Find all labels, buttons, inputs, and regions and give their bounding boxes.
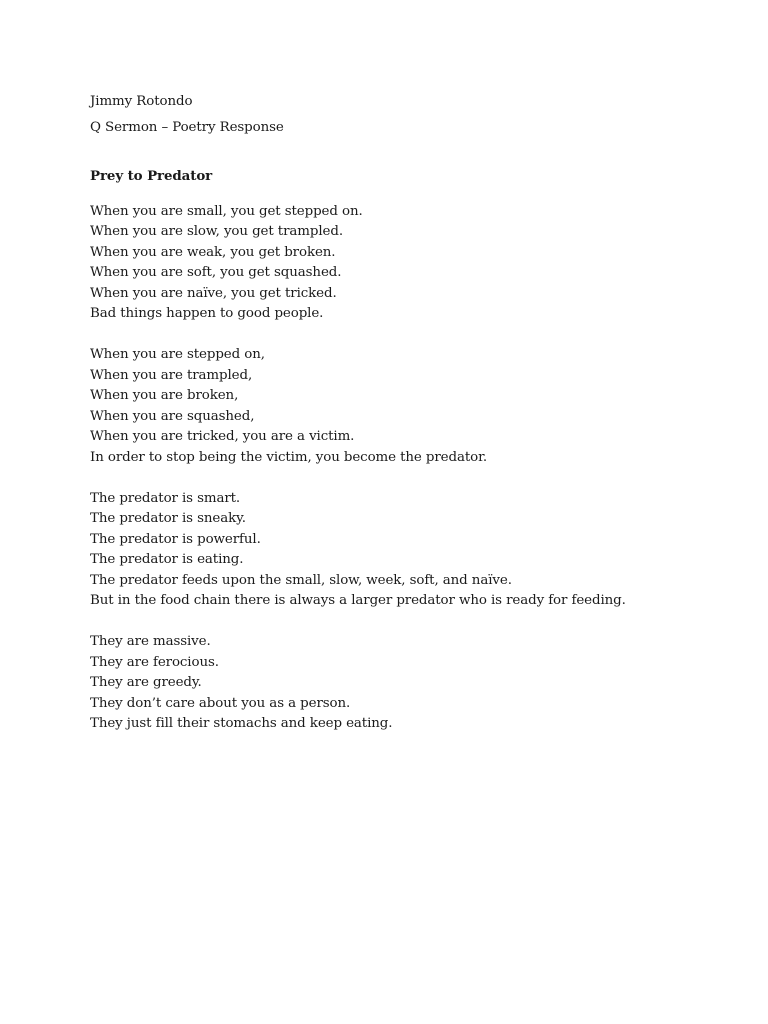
poem-line-bad-things: Bad things happen to good people. bbox=[90, 306, 324, 321]
poem-line: When you are small, you get stepped on. bbox=[90, 203, 363, 219]
stanza-4 bbox=[90, 632, 730, 735]
poem-line: When you are soft, you get squashed. bbox=[90, 265, 342, 280]
author-name: Jimmy Rotondo bbox=[90, 94, 193, 109]
poem-line: They just fill their stomachs and keep eating. bbox=[90, 716, 393, 731]
poem-line: When you are weak, you get broken. bbox=[90, 244, 336, 260]
poem-line: When you are stepped on, bbox=[90, 347, 265, 362]
poem-line: The predator is sneaky. bbox=[90, 511, 246, 526]
document-subtitle: Q Sermon – Poetry Response bbox=[90, 119, 284, 135]
poem-line: When you are squashed, bbox=[90, 408, 255, 424]
poem-line: The predator is eating. bbox=[90, 552, 244, 567]
poem-line: They are massive. bbox=[90, 634, 211, 649]
poem-line: When you are tricked, you are a victim. bbox=[90, 429, 355, 444]
stanza-3 bbox=[90, 489, 730, 592]
poem-line: When you are broken, bbox=[90, 388, 239, 403]
poem-line: When you are slow, you get trampled. bbox=[90, 224, 343, 239]
poem-line: They are ferocious. bbox=[90, 654, 219, 670]
poem-line-food-chain: But in the food chain there is always a larger predator who is ready for feeding. bbox=[90, 593, 626, 608]
poem-title: Prey to Predator bbox=[90, 168, 213, 184]
poem-line: When you are trampled, bbox=[90, 367, 253, 383]
poem-line: They don’t care about you as a person. bbox=[90, 695, 351, 711]
document-body bbox=[90, 92, 730, 735]
stanza-2 bbox=[90, 345, 730, 448]
poem-line: The predator is powerful. bbox=[90, 531, 261, 547]
poem-line-victim: In order to stop being the victim, you become the predator. bbox=[90, 449, 488, 465]
poem-line: When you are naïve, you get tricked. bbox=[90, 285, 337, 301]
stanza-1 bbox=[90, 202, 730, 305]
poem-line: The predator is smart. bbox=[90, 490, 241, 506]
poem-line: They are greedy. bbox=[90, 675, 202, 690]
poem-line: The predator feeds upon the small, slow, week, soft, and naïve. bbox=[90, 572, 512, 588]
